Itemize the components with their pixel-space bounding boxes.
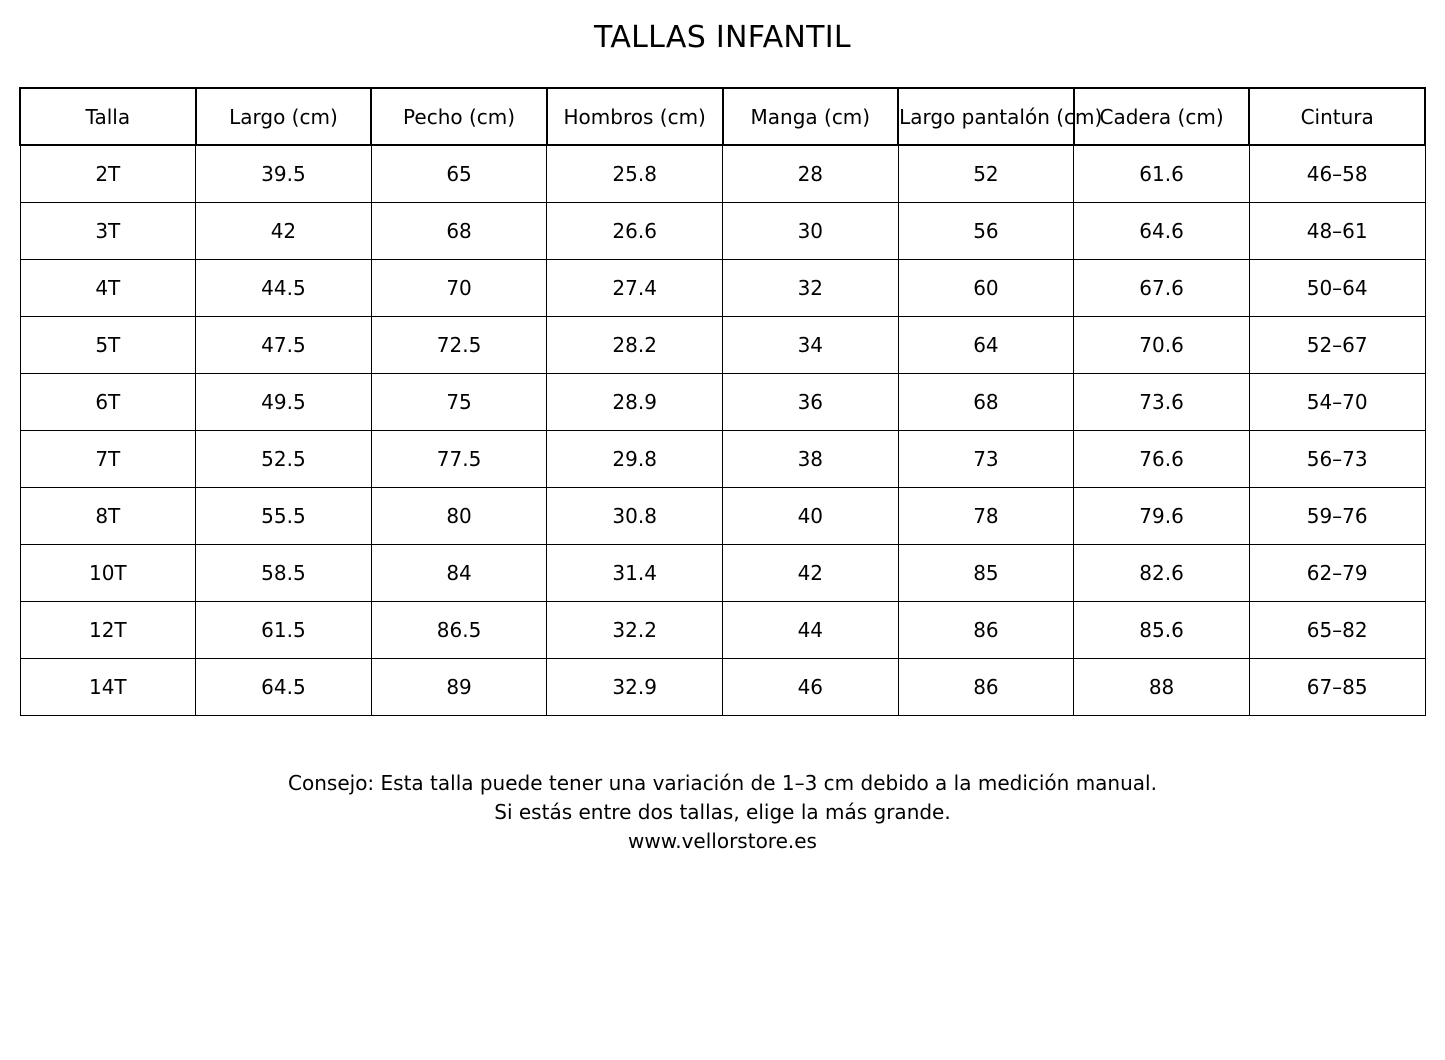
table-cell: 52.5 <box>196 430 372 487</box>
table-cell: 62–79 <box>1249 544 1425 601</box>
table-cell: 86 <box>898 601 1074 658</box>
table-cell: 73.6 <box>1074 373 1250 430</box>
size-table <box>19 87 1426 716</box>
table-cell: 86.5 <box>371 601 547 658</box>
table-cell: 82.6 <box>1074 544 1250 601</box>
table-cell: 85 <box>898 544 1074 601</box>
table-row <box>20 259 1425 316</box>
table-cell: 85.6 <box>1074 601 1250 658</box>
size-label-cell: 5T <box>20 316 196 373</box>
table-cell: 78 <box>898 487 1074 544</box>
table-row <box>20 544 1425 601</box>
table-cell: 80 <box>371 487 547 544</box>
table-cell: 30.8 <box>547 487 723 544</box>
table-cell: 56 <box>898 202 1074 259</box>
table-cell: 28.9 <box>547 373 723 430</box>
table-cell: 75 <box>371 373 547 430</box>
table-row <box>20 487 1425 544</box>
advice-text: Si estás entre dos tallas, elige la más grande. <box>494 800 951 824</box>
table-cell: 52 <box>898 145 1074 202</box>
table-cell: 29.8 <box>547 430 723 487</box>
size-label-cell: 7T <box>20 430 196 487</box>
table-cell: 60 <box>898 259 1074 316</box>
table-cell: 44.5 <box>196 259 372 316</box>
table-cell: 61.5 <box>196 601 372 658</box>
table-row <box>20 601 1425 658</box>
table-cell: 73 <box>898 430 1074 487</box>
table-cell: 32.9 <box>547 658 723 715</box>
size-label-cell: 2T <box>20 145 196 202</box>
table-row <box>20 430 1425 487</box>
table-cell: 79.6 <box>1074 487 1250 544</box>
table-cell: 50–64 <box>1249 259 1425 316</box>
size-label-cell: 12T <box>20 601 196 658</box>
table-cell: 28.2 <box>547 316 723 373</box>
page-title: TALLAS INFANTIL <box>594 20 851 55</box>
table-cell: 48–61 <box>1249 202 1425 259</box>
table-cell: 49.5 <box>196 373 372 430</box>
table-header-row <box>20 88 1425 145</box>
size-label-cell: 8T <box>20 487 196 544</box>
table-cell: 52–67 <box>1249 316 1425 373</box>
table-cell: 59–76 <box>1249 487 1425 544</box>
table-cell: 46 <box>723 658 899 715</box>
table-cell: 32 <box>723 259 899 316</box>
table-cell: 28 <box>723 145 899 202</box>
table-cell: 31.4 <box>547 544 723 601</box>
table-row <box>20 658 1425 715</box>
table-cell: 61.6 <box>1074 145 1250 202</box>
table-cell: 34 <box>723 316 899 373</box>
table-cell: 88 <box>1074 658 1250 715</box>
table-cell: 56–73 <box>1249 430 1425 487</box>
column-header: Largo (cm) <box>196 88 372 145</box>
table-cell: 64.6 <box>1074 202 1250 259</box>
table-cell: 65–82 <box>1249 601 1425 658</box>
table-row <box>20 373 1425 430</box>
size-label-cell: 4T <box>20 259 196 316</box>
table-cell: 77.5 <box>371 430 547 487</box>
column-header: Pecho (cm) <box>371 88 547 145</box>
table-cell: 54–70 <box>1249 373 1425 430</box>
table-cell: 38 <box>723 430 899 487</box>
column-header: Manga (cm) <box>723 88 899 145</box>
table-cell: 30 <box>723 202 899 259</box>
table-cell: 76.6 <box>1074 430 1250 487</box>
table-cell: 65 <box>371 145 547 202</box>
table-cell: 27.4 <box>547 259 723 316</box>
table-cell: 58.5 <box>196 544 372 601</box>
table-cell: 40 <box>723 487 899 544</box>
column-header: Largo pantalón (cm) <box>898 88 1074 145</box>
table-cell: 86 <box>898 658 1074 715</box>
table-cell: 44 <box>723 601 899 658</box>
table-cell: 42 <box>196 202 372 259</box>
table-cell: 25.8 <box>547 145 723 202</box>
column-header: Cadera (cm) <box>1074 88 1250 145</box>
table-cell: 32.2 <box>547 601 723 658</box>
website-text: www.vellorstore.es <box>628 829 817 853</box>
size-label-cell: 3T <box>20 202 196 259</box>
column-header: Cintura <box>1249 88 1425 145</box>
column-header: Talla <box>20 88 196 145</box>
table-cell: 64 <box>898 316 1074 373</box>
size-label-cell: 6T <box>20 373 196 430</box>
table-cell: 67.6 <box>1074 259 1250 316</box>
table-row <box>20 202 1425 259</box>
table-cell: 68 <box>898 373 1074 430</box>
table-cell: 47.5 <box>196 316 372 373</box>
table-cell: 42 <box>723 544 899 601</box>
table-body <box>20 145 1425 715</box>
size-label-cell: 14T <box>20 658 196 715</box>
table-cell: 68 <box>371 202 547 259</box>
tip-text: Consejo: Esta talla puede tener una variación de 1–3 cm debido a la medición manual. <box>288 771 1157 795</box>
table-row <box>20 316 1425 373</box>
table-cell: 36 <box>723 373 899 430</box>
size-label-cell: 10T <box>20 544 196 601</box>
footer-notes <box>0 769 1445 856</box>
table-cell: 55.5 <box>196 487 372 544</box>
table-cell: 64.5 <box>196 658 372 715</box>
table-cell: 26.6 <box>547 202 723 259</box>
table-cell: 39.5 <box>196 145 372 202</box>
table-cell: 67–85 <box>1249 658 1425 715</box>
table-row <box>20 145 1425 202</box>
table-cell: 70 <box>371 259 547 316</box>
table-cell: 72.5 <box>371 316 547 373</box>
column-header: Hombros (cm) <box>547 88 723 145</box>
table-cell: 46–58 <box>1249 145 1425 202</box>
table-cell: 89 <box>371 658 547 715</box>
table-cell: 70.6 <box>1074 316 1250 373</box>
table-cell: 84 <box>371 544 547 601</box>
